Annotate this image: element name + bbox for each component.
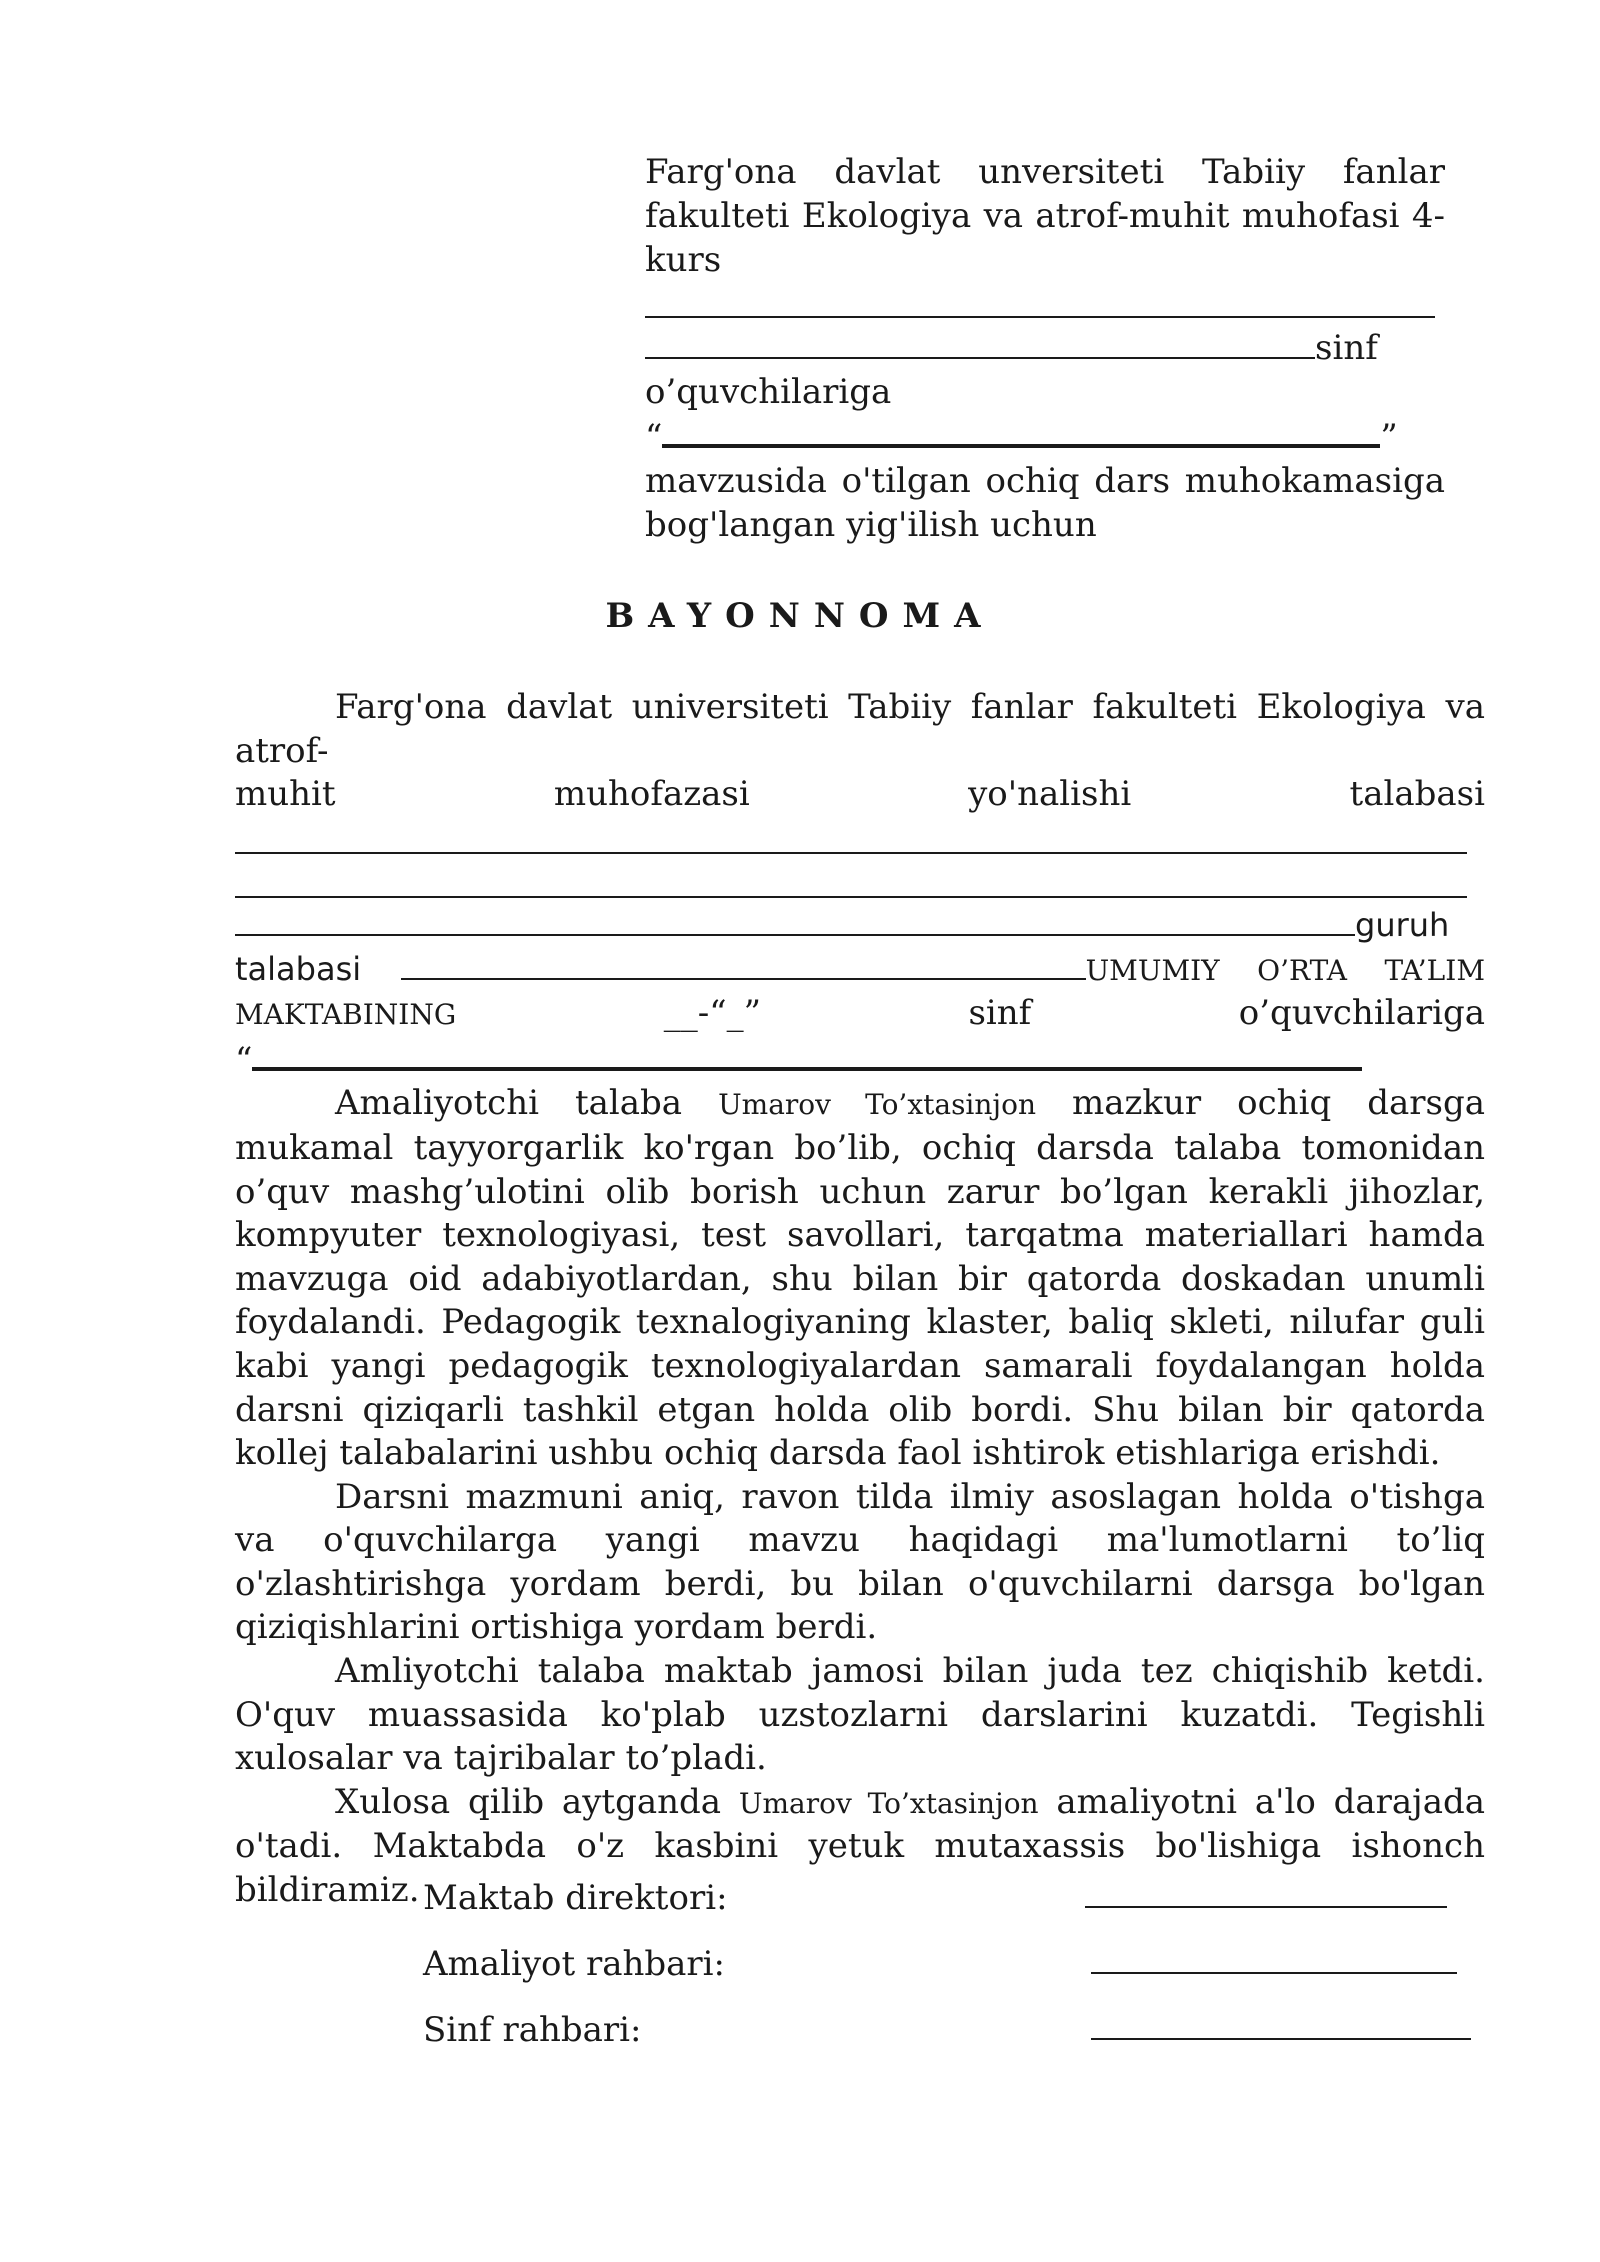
header-line-6: mavzusida o'tilgan ochiq dars muhokamasiga <box>645 461 1445 501</box>
header-recipients: o’quvchilariga <box>645 372 892 412</box>
signature-label: Sinf rahbari: <box>423 2010 642 2050</box>
class-blank-rule <box>645 327 1315 359</box>
sinf-label: sinf <box>1315 328 1378 368</box>
signature-label: Amaliyot rahbari: <box>423 1944 725 1984</box>
talabasi-label: talabasi <box>235 949 362 988</box>
header-blank-line <box>645 282 1445 326</box>
recipients-label: o’quvchilariga <box>1238 993 1486 1034</box>
topic-blank-rule-body <box>252 1037 1362 1071</box>
intro-line-1: Farg'ona davlat universiteti Tabiiy fanlar fakulteti Ekologiya va atrof- <box>235 687 1485 771</box>
guruh-label: guruh <box>1355 905 1450 944</box>
signature-class-teacher <box>423 2010 1483 2060</box>
header-block <box>645 150 1445 547</box>
signature-line <box>1091 1972 1457 1974</box>
topic-line <box>645 414 1445 459</box>
guruh-line <box>235 904 1485 948</box>
guruh-blank-rule <box>235 904 1355 936</box>
document-body <box>235 686 1485 1913</box>
class-blank: __-“_” <box>663 993 761 1034</box>
maktabining-label: MAKTABINING <box>235 998 457 1032</box>
quote-open-body: “ <box>235 1039 253 1080</box>
sinf-label-body: sinf <box>968 993 1032 1034</box>
intro-line-2: muhit muhofazasi yo'nalishi talabasi <box>235 774 1485 815</box>
paragraph-3: Amliyotchi talaba maktab jamosi bilan juda tez chiqishib ketdi. O'quv muassasida ko'plab uzstozlarni darslarini kuzatdi. Tegishli xulosalar va tajribalar to’pladi. <box>235 1651 1485 1779</box>
header-sinf-line <box>645 326 1445 370</box>
signature-line <box>1085 1906 1447 1908</box>
student-name-1: Umarov To’xtasinjon <box>718 1088 1036 1122</box>
p1-rest: mazkur ochiq darsga mukamal tayyorgarlik ko'rgan bo’lib, ochiq darsda talaba tomonidan o’quv mashg’ulotini olib borish uchun zarur bo’lgan kerakli jihozlar, kompyuter texnologiyasi, test savollari, tarqatma materiallari hamda mavzuga oid adabiyotlardan, shu bilan bir qatorda doskadan unumli foydalandi. Pedagogik texnalogiyaning klaster, baliq skleti, nilufar guli kabi yangi pedagogik texnologiyalardan samarali foydalangan holda darsni qiziqarli tashkil etgan holda olib bordi. Shu bilan bir qatorda kollej talabalarini ushbu ochiq darsda faol ishtirok etishlariga erishdi. <box>235 1083 1485 1474</box>
student-name-blank-rule <box>401 948 1086 980</box>
header-line-2: fakulteti Ekologiya va atrof-muhit muhofasi 4- <box>645 196 1445 236</box>
quote-open: “ <box>645 417 663 457</box>
signature-practice-lead <box>423 1944 1483 1994</box>
school-label: UMUMIY O’RTA TA’LIM <box>1085 953 1485 987</box>
student-name-2: Umarov To’xtasinjon <box>738 1786 1039 1820</box>
p4-rest: amaliyotni a'lo darajada o'tadi. Maktabda o'z kasbini yetuk mutaxassis bo'lishiga ishonch bildiramiz. <box>235 1781 1486 1911</box>
paragraph-2: Darsni mazmuni aniq, ravon tilda ilmiy asoslagan holda o'tishga va o'quvchilarga yangi mavzu haqidagi ma'lumotlarni to’liq o'zlashtirishga yordam berdi, bu bilan o'quvchilarni darsga bo'lgan qiziqishlarini ortishiga yordam berdi. <box>235 1476 1485 1648</box>
signature-director <box>423 1878 1483 1928</box>
topic-line-body <box>235 1037 1485 1083</box>
paragraph-1 <box>235 1082 1485 1475</box>
blank-line-2 <box>235 860 1485 904</box>
topic-blank-rule <box>662 414 1380 448</box>
p4-start: Xulosa qilib aytganda <box>335 1781 722 1822</box>
blank-line-1 <box>235 817 1485 861</box>
document-title: BAYONNOMA <box>605 596 995 636</box>
maktabining-line <box>235 992 1485 1037</box>
header-line-7: bog'langan yig'ilish uchun <box>645 505 1097 545</box>
talabasi-line <box>235 948 1485 993</box>
header-line-3: kurs <box>645 240 722 280</box>
p1-start: Amaliyotchi talaba <box>335 1083 683 1124</box>
header-line-1: Farg'ona davlat unversiteti Tabiiy fanlar <box>645 152 1445 192</box>
quote-close: ” <box>1380 417 1398 457</box>
signature-label: Maktab direktori: <box>423 1878 728 1918</box>
signature-line <box>1091 2038 1471 2040</box>
